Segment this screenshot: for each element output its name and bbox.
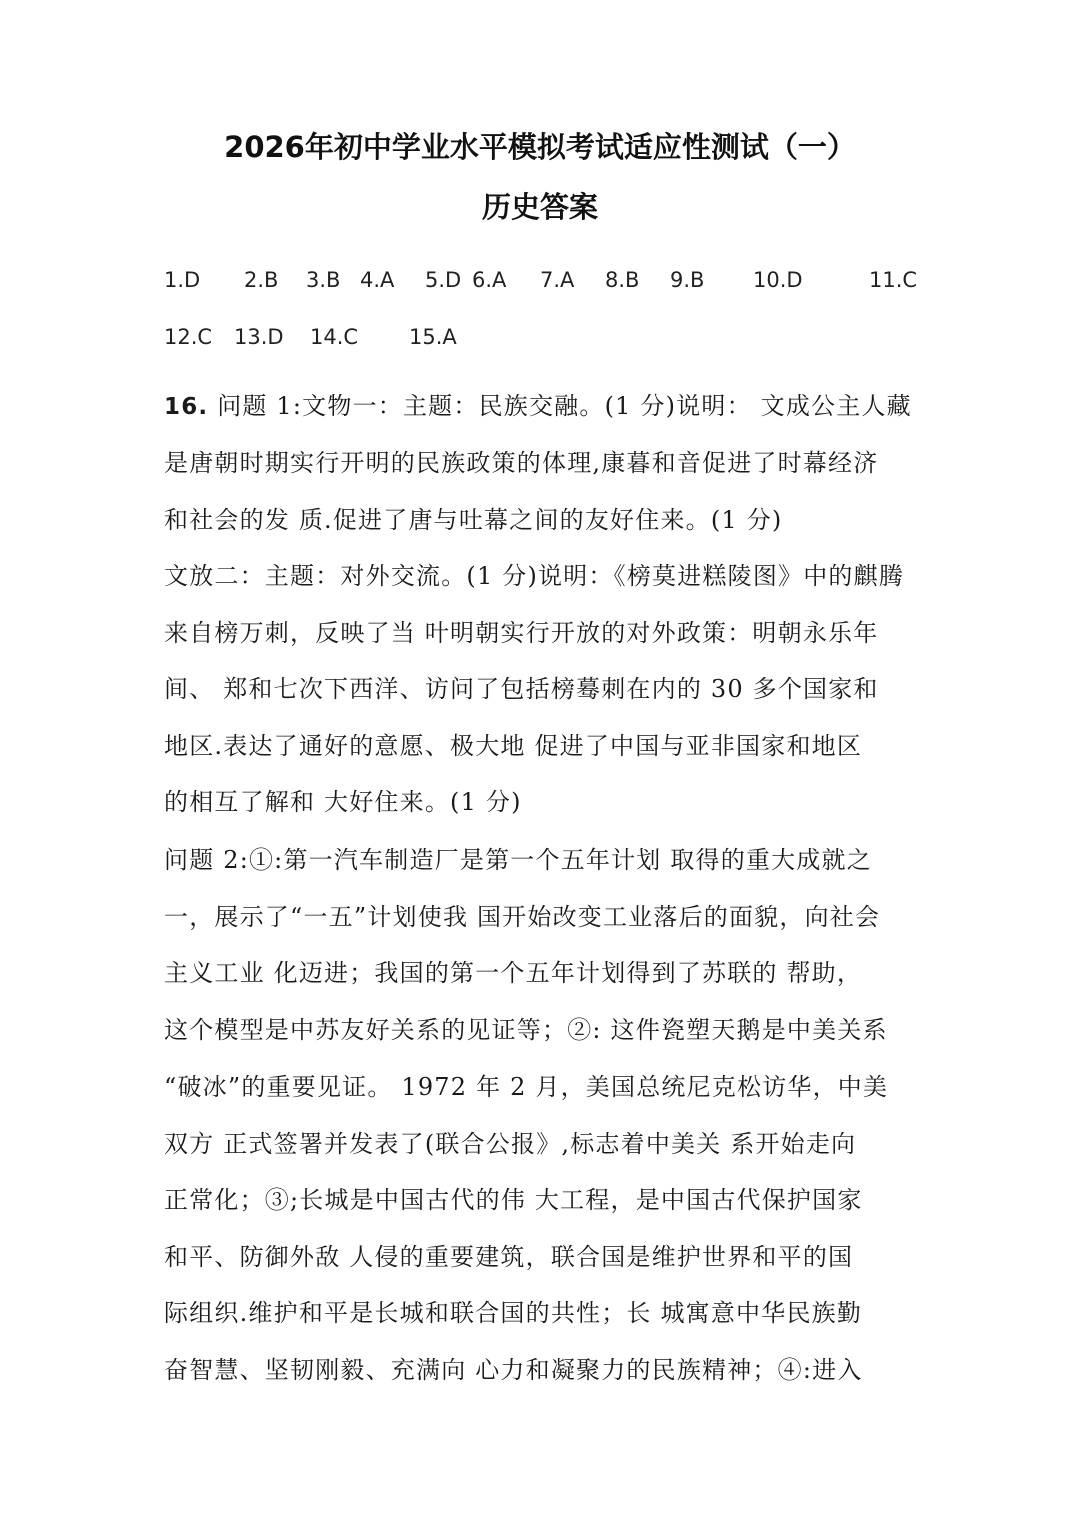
question-number: 16.	[164, 394, 209, 420]
answer-item: 3.B	[306, 268, 341, 292]
answer-item: 1.D	[164, 268, 201, 292]
answer-text-line: 双方 正式签署并发表了(联合公报》,标志着中美关 系开始走向	[164, 1130, 857, 1158]
answer-item: 9.B	[670, 268, 705, 292]
answer-text-line: 这个模型是中苏友好关系的见证等；②: 这件瓷塑天鹅是中美关系	[164, 1016, 888, 1044]
answer-text-line: 和平、防御外敌 人侵的重要建筑，联合国是维护世界和平的国	[164, 1243, 854, 1271]
answer-item: 5.D	[425, 268, 462, 292]
answer-item: 4.A	[360, 268, 395, 292]
answer-text-line: 问题 2:①:第一汽车制造厂是第一个五年计划 取得的重大成就之	[164, 846, 872, 874]
answer-text-line	[164, 386, 924, 426]
answer-text-line: 是唐朝时期实行开明的民族政策的体理,康暮和音促进了时幕经济	[164, 449, 879, 477]
answer-item: 15.A	[409, 325, 457, 349]
document-title: 2026年初中学业水平模拟考试适应性测试（一）	[224, 130, 856, 164]
answer-item: 12.C	[164, 325, 213, 349]
answer-text-line: 地区.表达了通好的意愿、极大地 促进了中国与亚非国家和地区	[164, 732, 863, 760]
answer-item: 2.B	[244, 268, 279, 292]
answer-text-line: 和社会的发 质.促进了唐与吐幕之间的友好住来。(1 分)	[164, 506, 783, 534]
answer-text-line: 来自榜万刺，反映了当 叶明朝实行开放的对外政策：明朝永乐年	[164, 619, 879, 647]
answer-text-line: “破冰”的重要见证。 1972 年 2 月，美国总统尼克松访华，中美	[164, 1073, 889, 1101]
answer-text-line: 的相互了解和 大好住来。(1 分)	[164, 788, 522, 816]
answer-text-line: 际组织.维护和平是长城和联合国的共性；长 城寓意中华民族勤	[164, 1299, 863, 1327]
answer-text-line: 间、 郑和七次下西洋、访问了包括榜蓦刺在内的 30 多个国家和	[164, 675, 879, 703]
answer-item: 7.A	[540, 268, 575, 292]
answer-item: 10.D	[753, 268, 803, 292]
answer-item: 11.C	[869, 268, 918, 292]
answer-item: 14.C	[310, 325, 359, 349]
answer-text-line: 正常化；③;长城是中国古代的伟 大工程，是中国古代保护国家	[164, 1186, 863, 1214]
document-subtitle: 历史答案	[481, 190, 598, 224]
answer-item: 8.B	[605, 268, 640, 292]
answer-item: 6.A	[472, 268, 507, 292]
answer-text: 问题 1:文物一：主题：民族交融。(1 分)说明： 文成公主人藏	[208, 392, 912, 420]
answer-text-line: 一，展示了“一五”计划使我 国开始改变工业落后的面貌，向社会	[164, 903, 881, 931]
answer-text-line: 文放二：主题：对外交流。(1 分)说明：《榜莫进糕陵图》中的麒腾	[164, 562, 905, 590]
answer-text-line: 奋智慧、坚韧刚毅、充满向 心力和凝聚力的民族精神；④:进入	[164, 1356, 863, 1384]
answer-text-line: 主义工业 化迈进；我国的第一个五年计划得到了苏联的 帮助，	[164, 959, 863, 987]
answer-item: 13.D	[234, 325, 284, 349]
